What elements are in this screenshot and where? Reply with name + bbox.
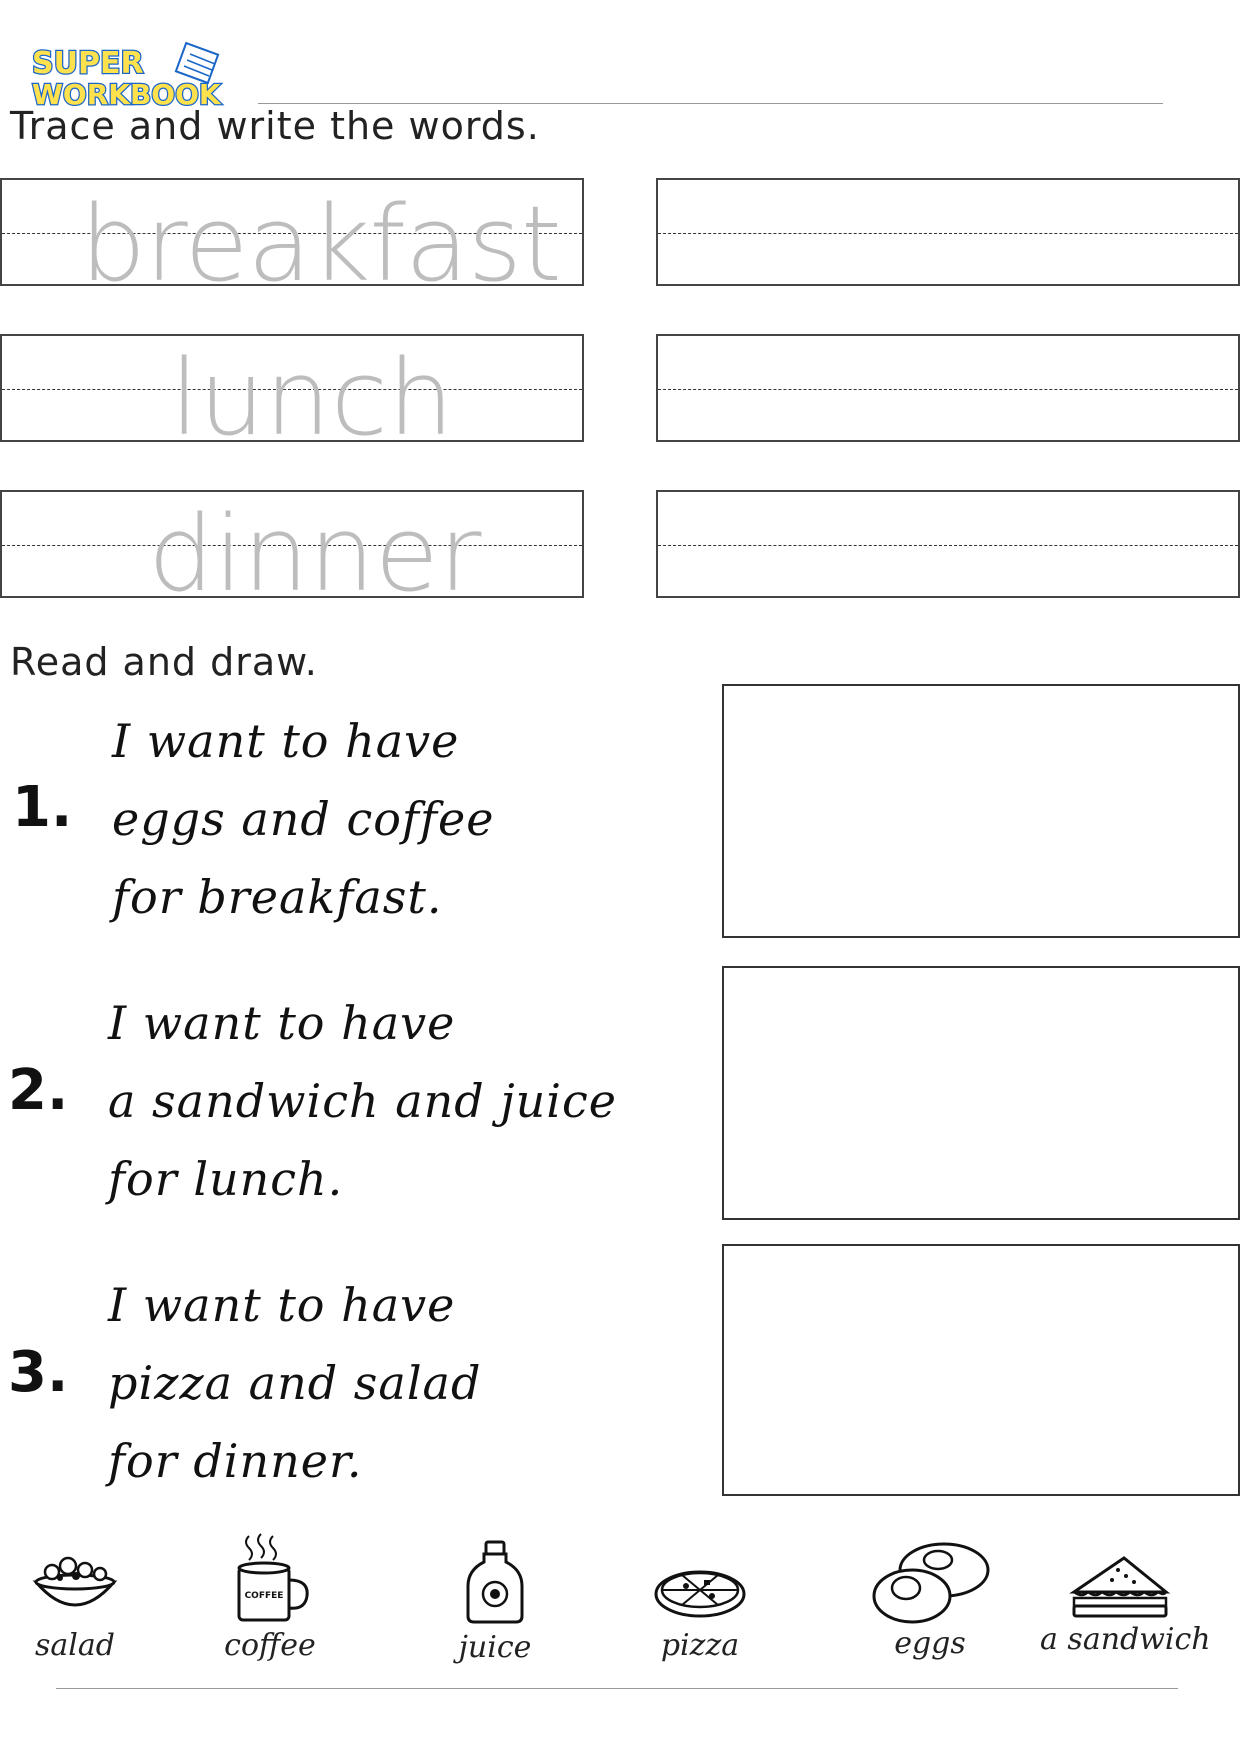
trace-box-dinner[interactable]	[0, 490, 584, 615]
word-bank-pizza	[640, 1560, 760, 1663]
svg-text:COFFEE: COFFEE	[244, 1591, 284, 1601]
read-draw-heading: Read and draw.	[10, 640, 318, 684]
dashed-midline	[658, 545, 1238, 546]
label-coffee: coffee	[224, 1628, 316, 1663]
trace-heading: Trace and write the words.	[10, 104, 540, 148]
draw-box-2[interactable]	[722, 966, 1240, 1220]
item-1-line-1: I want to have	[112, 714, 460, 768]
word-bank-eggs	[870, 1540, 990, 1661]
draw-box-3[interactable]	[722, 1244, 1240, 1496]
fried-eggs-icon	[870, 1540, 994, 1626]
notepad-icon	[176, 43, 218, 83]
item-3-line-1: I want to have	[108, 1278, 456, 1332]
logo-line2: WORKBOOK	[32, 78, 221, 110]
item-number-1: 1.	[12, 775, 73, 840]
salad-bowl-icon	[30, 1548, 120, 1620]
write-box-3[interactable]	[656, 490, 1240, 598]
trace-word-breakfast: breakfast	[80, 183, 561, 305]
write-box-2[interactable]	[656, 334, 1240, 442]
label-juice: juice	[458, 1630, 532, 1665]
item-3-line-2: pizza and salad	[108, 1356, 482, 1410]
trace-word-lunch: lunch	[170, 337, 454, 459]
trace-word-dinner: dinner	[148, 493, 482, 615]
write-box-1[interactable]	[656, 178, 1240, 286]
sandwich-icon	[1068, 1552, 1172, 1622]
super-workbook-logo	[30, 40, 245, 110]
coffee-mug-icon	[225, 1532, 315, 1624]
draw-box-1[interactable]	[722, 684, 1240, 938]
trace-box-breakfast[interactable]	[0, 178, 584, 305]
label-sandwich: a sandwich	[1040, 1622, 1211, 1657]
dashed-midline	[658, 233, 1238, 234]
label-salad: salad	[35, 1628, 115, 1663]
label-eggs: eggs	[894, 1626, 966, 1661]
item-2-line-1: I want to have	[108, 996, 456, 1050]
footer-line	[56, 1688, 1178, 1689]
word-bank-juice	[440, 1540, 550, 1665]
item-2-line-3: for lunch.	[108, 1152, 344, 1206]
logo-line1: SUPER	[32, 46, 144, 81]
item-number-2: 2.	[8, 1058, 69, 1123]
word-bank-salad	[20, 1548, 130, 1663]
trace-box-lunch[interactable]	[0, 334, 584, 459]
pizza-icon	[652, 1560, 748, 1620]
item-number-3: 3.	[8, 1340, 69, 1405]
item-1-line-2: eggs and coffee	[112, 792, 495, 846]
item-1-line-3: for breakfast.	[112, 870, 443, 924]
item-3-line-3: for dinner.	[108, 1434, 363, 1488]
word-bank-coffee	[210, 1532, 330, 1663]
word-bank-sandwich	[1040, 1552, 1211, 1657]
dashed-midline	[658, 389, 1238, 390]
juice-bottle-icon	[460, 1540, 530, 1624]
label-pizza: pizza	[660, 1628, 740, 1663]
item-2-line-2: a sandwich and juice	[108, 1074, 617, 1128]
